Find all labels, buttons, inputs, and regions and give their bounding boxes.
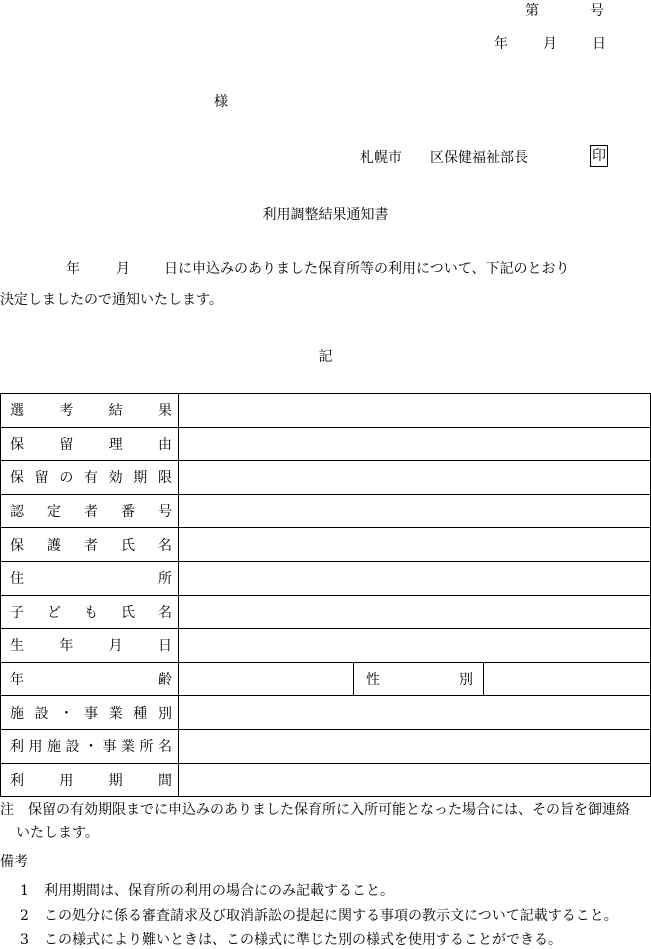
table-row: [1, 427, 651, 461]
label-char: ど: [47, 604, 61, 621]
table-row: [1, 561, 651, 595]
row-label: [1, 763, 179, 797]
document-number-dai: 第: [525, 3, 539, 19]
label-char: 齢: [158, 672, 172, 689]
label-char: 者: [84, 537, 98, 554]
row-label: [1, 595, 179, 629]
remark-number: 3: [20, 932, 29, 948]
remarks-heading: 備考: [0, 854, 28, 870]
body-month: 月: [116, 261, 130, 277]
body-line-1-text: 日に申込みのありました保育所等の利用について、下記のとおり: [164, 261, 570, 277]
value-cell[interactable]: [179, 494, 651, 528]
info-table: [0, 393, 651, 797]
label-char: 性: [366, 672, 380, 689]
body-line-2: 決定しましたので通知いたします。: [0, 292, 223, 308]
value-cell[interactable]: [179, 394, 651, 428]
label-char: 月: [108, 638, 123, 655]
label-char: 号: [158, 504, 172, 521]
remark-number: 2: [20, 908, 29, 924]
value-cell[interactable]: [179, 461, 651, 495]
value-cell[interactable]: [179, 427, 651, 461]
value-cell[interactable]: [179, 528, 651, 562]
table-row: [1, 696, 651, 730]
label-char: 氏: [121, 537, 135, 554]
label-char: 期: [133, 470, 148, 487]
date-day: 日: [592, 36, 606, 52]
label-char: 生: [10, 638, 24, 655]
document-number-go: 号: [590, 3, 604, 19]
body-year: 年: [66, 261, 80, 277]
label-char: 業: [108, 705, 123, 722]
label-char: 住: [10, 571, 24, 588]
label-char: 事: [83, 705, 98, 722]
sex-label-cell: [354, 662, 484, 696]
label-char: 設: [65, 739, 80, 756]
table-row: [1, 494, 651, 528]
date-year: 年: [494, 36, 508, 52]
note-line-2: いたします。: [16, 825, 99, 841]
label-char: も: [84, 604, 98, 621]
value-cell[interactable]: [179, 595, 651, 629]
age-value-cell[interactable]: [179, 662, 354, 696]
remark-text: この様式により難いときは、この様式に準じた別の様式を使用することができる。: [44, 932, 562, 948]
addressee-honorific: 様: [214, 94, 228, 110]
label-char: 子: [10, 604, 24, 621]
label-char: 護: [47, 537, 61, 554]
label-char: 設: [34, 705, 49, 722]
table-row: [1, 394, 651, 428]
table-row: [1, 763, 651, 797]
label-char: 者: [84, 504, 98, 521]
label-char: 保: [10, 436, 24, 453]
value-cell[interactable]: [179, 561, 651, 595]
table-row: [1, 662, 651, 696]
label-char: 番: [121, 504, 135, 521]
value-cell[interactable]: [179, 696, 651, 730]
label-char: 認: [10, 504, 24, 521]
date-month: 月: [543, 36, 557, 52]
label-char: 結: [108, 403, 123, 420]
ki-heading: 記: [318, 349, 333, 365]
label-char: 種: [133, 705, 148, 722]
row-label: [1, 561, 179, 595]
label-char: 定: [47, 504, 61, 521]
table-row: [1, 729, 651, 763]
label-char: 日: [157, 638, 172, 655]
label-char: 利: [10, 739, 24, 756]
remark-item: [20, 929, 562, 949]
label-char: 果: [157, 403, 172, 420]
label-char: 所: [158, 571, 172, 588]
label-char: 名: [158, 537, 172, 554]
label-char: 間: [157, 772, 172, 789]
label-char: 別: [157, 705, 172, 722]
remark-number: 1: [20, 883, 29, 899]
row-label: [1, 394, 179, 428]
label-char: 留: [59, 436, 74, 453]
row-label: [1, 629, 179, 663]
label-char: 有: [83, 470, 98, 487]
label-char: 限: [157, 470, 172, 487]
value-cell[interactable]: [179, 729, 651, 763]
table-row: [1, 528, 651, 562]
label-char: 施: [47, 739, 61, 756]
row-label: [1, 461, 179, 495]
label-char: 氏: [121, 604, 135, 621]
label-char: 保: [10, 470, 24, 487]
label-char: 別: [459, 672, 473, 689]
label-char: 考: [59, 403, 74, 420]
issuer-title: 札幌市 区保健福祉部長: [360, 150, 528, 166]
label-char: 由: [157, 436, 172, 453]
label-char: 留: [34, 470, 49, 487]
row-label: [1, 427, 179, 461]
label-char: 理: [108, 436, 123, 453]
seal-stamp: 印: [590, 145, 608, 167]
label-char: 期: [108, 772, 123, 789]
sex-value-cell[interactable]: [484, 662, 651, 696]
row-label: [1, 662, 179, 696]
label-char: 用: [28, 739, 43, 756]
value-cell[interactable]: [179, 629, 651, 663]
table-row: [1, 629, 651, 663]
label-char: 名: [158, 604, 172, 621]
table-row: [1, 595, 651, 629]
row-label: [1, 528, 179, 562]
label-char: 年: [10, 672, 24, 689]
label-char: 年: [59, 638, 74, 655]
value-cell[interactable]: [179, 763, 651, 797]
document-title: 利用調整結果通知書: [262, 207, 389, 223]
note-line-1: 注 保留の有効期限までに申込みのありました保育所に入所可能となった場合には、その旨を御連絡: [0, 802, 630, 818]
label-char: ・: [84, 739, 98, 756]
remark-text: この処分に係る審査請求及び取消訴訟の提起に関する事項の教示文について記載すること。: [44, 908, 618, 924]
remark-item: [20, 905, 618, 925]
remark-text: 利用期間は、保育所の利用の場合にのみ記載すること。: [44, 883, 394, 899]
table-row: [1, 461, 651, 495]
label-char: の: [59, 470, 74, 487]
row-label: [1, 729, 179, 763]
label-char: 名: [158, 739, 172, 756]
label-char: 選: [10, 403, 24, 420]
label-char: 用: [59, 772, 74, 789]
label-char: ・: [59, 705, 74, 722]
label-char: 所: [139, 739, 154, 756]
label-char: 保: [10, 537, 24, 554]
remark-item: [20, 880, 394, 900]
label-char: 施: [10, 705, 24, 722]
label-char: 利: [10, 772, 24, 789]
label-char: 業: [121, 739, 135, 756]
label-char: 効: [108, 470, 123, 487]
row-label: [1, 696, 179, 730]
label-char: 事: [102, 739, 117, 756]
row-label: [1, 494, 179, 528]
